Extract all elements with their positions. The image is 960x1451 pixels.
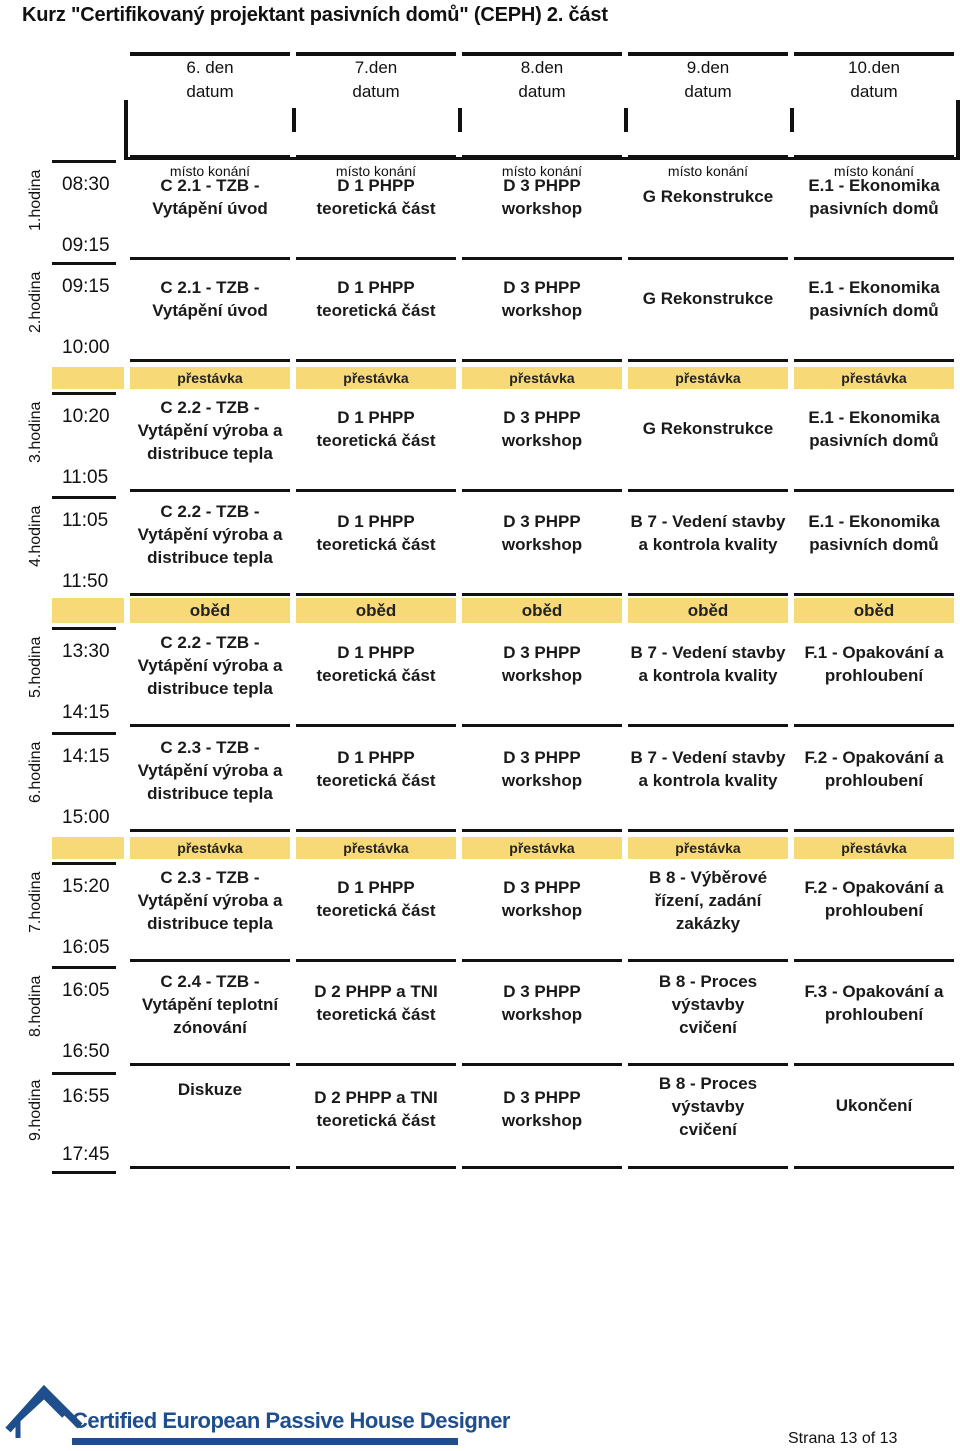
end-time: 16:50 <box>62 1041 110 1062</box>
header-top-rule <box>794 52 954 56</box>
schedule-cell: D 1 PHPP teoretická část <box>316 512 436 554</box>
short-break-label: přestávka <box>628 837 788 859</box>
schedule-cell: B 7 - Vedení stavby a kontrola kvality <box>630 512 786 554</box>
schedule-cell: E.1 - Ekonomika pasivních domů <box>808 176 940 218</box>
schedule-cell: C 2.2 - TZB - Vytápění výroba a distribuce tepla <box>137 633 283 698</box>
cell-bottom-rule <box>462 359 622 362</box>
cell-bottom-rule <box>462 1166 622 1169</box>
page-number: Strana 13 of 13 <box>788 1430 898 1447</box>
time-rule <box>52 1171 116 1174</box>
cell-bottom-rule <box>794 829 954 832</box>
hour-label: 6.hodina <box>27 741 44 803</box>
cell-bottom-rule <box>628 959 788 962</box>
cell-bottom-rule <box>628 257 788 260</box>
break-bar-timecol <box>52 598 124 623</box>
schedule-cell: E.1 - Ekonomika pasivních domů <box>808 278 940 320</box>
schedule-cell: F.2 - Opakování a prohloubení <box>804 748 944 790</box>
end-time: 14:15 <box>62 702 110 723</box>
start-time: 08:30 <box>62 174 110 195</box>
end-time: 16:05 <box>62 937 110 958</box>
schedule-cell: D 1 PHPP teoretická část <box>316 878 436 920</box>
cell-bottom-rule <box>296 1166 456 1169</box>
place-row-box <box>124 100 960 160</box>
cell-bottom-rule <box>794 1063 954 1066</box>
schedule-cell: D 3 PHPP workshop <box>501 982 583 1024</box>
start-time: 13:30 <box>62 641 110 662</box>
schedule-cell: C 2.1 - TZB - Vytápění úvod <box>152 176 268 218</box>
cell-bottom-rule <box>296 593 456 596</box>
schedule-cell: F.1 - Opakování a prohloubení <box>804 643 944 685</box>
end-time: 17:45 <box>62 1144 110 1165</box>
cell-bottom-rule <box>628 359 788 362</box>
schedule-cell: D 1 PHPP teoretická část <box>316 643 436 685</box>
schedule-cell: G Rekonstrukce <box>642 419 774 438</box>
schedule-cell: B 7 - Vedení stavby a kontrola kvality <box>630 643 786 685</box>
time-rule <box>52 392 116 395</box>
time-rule <box>52 160 116 163</box>
schedule-cell: C 2.4 - TZB - Vytápění teplotní zónování <box>141 972 279 1037</box>
place-label: místo konání <box>335 163 417 179</box>
logo-text: Certified European Passive House Designer <box>72 1408 510 1433</box>
time-rule <box>52 1072 116 1075</box>
cell-bottom-rule <box>296 489 456 492</box>
day-label: 10.den <box>848 58 900 77</box>
cell-bottom-rule <box>130 1166 290 1169</box>
cell-bottom-rule <box>130 829 290 832</box>
place-label: místo konání <box>169 163 251 179</box>
day-label: 7.den <box>354 58 398 77</box>
hour-label: 3.hodina <box>27 401 44 463</box>
break-bar-timecol <box>52 837 124 859</box>
end-time: 09:15 <box>62 235 110 256</box>
short-break-label: přestávka <box>130 837 290 859</box>
cell-bottom-rule <box>130 593 290 596</box>
lunch-break-label: oběd <box>130 598 290 623</box>
schedule-cell: C 2.2 - TZB - Vytápění výroba a distribuce tepla <box>137 398 283 463</box>
cell-bottom-rule <box>462 959 622 962</box>
schedule-cell: B 8 - Proces výstavby cvičení <box>658 1074 758 1139</box>
schedule-cell: B 8 - Proces výstavby cvičení <box>658 972 758 1037</box>
time-rule <box>52 627 116 630</box>
schedule-cell: D 1 PHPP teoretická část <box>316 748 436 790</box>
cell-bottom-rule <box>794 724 954 727</box>
schedule-cell: D 3 PHPP workshop <box>501 1088 583 1130</box>
hour-label: 8.hodina <box>27 975 44 1037</box>
cell-bottom-rule <box>462 1063 622 1066</box>
page-title: Kurz "Certifikovaný projektant pasivních domů" (CEPH) 2. část <box>22 4 608 26</box>
schedule-cell: D 2 PHPP a TNI teoretická část <box>314 1088 438 1130</box>
cell-bottom-rule <box>296 1063 456 1066</box>
cell-bottom-rule <box>296 829 456 832</box>
hour-label: 1.hodina <box>27 169 44 231</box>
date-label: datum <box>352 82 400 101</box>
schedule-cell: Diskuze <box>177 1080 243 1099</box>
cell-bottom-rule <box>130 724 290 727</box>
start-time: 11:05 <box>62 510 109 531</box>
date-label: datum <box>684 82 732 101</box>
day-label: 6. den <box>186 58 234 77</box>
lunch-break-label: oběd <box>296 598 456 623</box>
schedule-cell: E.1 - Ekonomika pasivních domů <box>808 512 940 554</box>
date-label: datum <box>518 82 566 101</box>
cell-bottom-rule <box>628 489 788 492</box>
date-label: datum <box>850 82 898 101</box>
end-time: 11:50 <box>62 571 109 592</box>
short-break-label: přestávka <box>296 367 456 389</box>
day-label: 9.den <box>686 58 730 77</box>
logo-underline <box>72 1438 458 1445</box>
cell-bottom-rule <box>462 724 622 727</box>
short-break-label: přestávka <box>794 837 954 859</box>
hour-label: 2.hodina <box>27 271 44 333</box>
short-break-label: přestávka <box>462 367 622 389</box>
start-time: 16:05 <box>62 980 110 1001</box>
schedule-cell: D 3 PHPP workshop <box>501 278 583 320</box>
cell-bottom-rule <box>794 959 954 962</box>
schedule-cell: D 3 PHPP workshop <box>501 408 583 450</box>
cell-bottom-rule <box>462 593 622 596</box>
schedule-cell: G Rekonstrukce <box>642 187 774 206</box>
start-time: 15:20 <box>62 876 110 897</box>
hour-label: 9.hodina <box>27 1079 44 1141</box>
place-label: místo konání <box>501 163 583 179</box>
schedule-cell: D 1 PHPP teoretická část <box>316 278 436 320</box>
cell-bottom-rule <box>130 257 290 260</box>
hour-label: 7.hodina <box>27 871 44 933</box>
header-top-rule <box>296 52 456 56</box>
schedule-cell: D 3 PHPP workshop <box>501 748 583 790</box>
cell-bottom-rule <box>296 724 456 727</box>
cell-bottom-rule <box>130 489 290 492</box>
short-break-label: přestávka <box>462 837 622 859</box>
short-break-label: přestávka <box>794 367 954 389</box>
cell-bottom-rule <box>628 829 788 832</box>
cell-bottom-rule <box>794 1166 954 1169</box>
start-time: 09:15 <box>62 276 110 297</box>
day-label: 8.den <box>520 58 564 77</box>
end-time: 11:05 <box>62 467 109 488</box>
schedule-cell: F.3 - Opakování a prohloubení <box>804 982 944 1024</box>
cell-bottom-rule <box>296 257 456 260</box>
cell-bottom-rule <box>628 593 788 596</box>
cell-bottom-rule <box>794 359 954 362</box>
time-rule <box>52 496 116 499</box>
cell-bottom-rule <box>462 829 622 832</box>
schedule-cell: D 1 PHPP teoretická část <box>316 176 436 218</box>
cell-bottom-rule <box>130 1063 290 1066</box>
lunch-break-label: oběd <box>794 598 954 623</box>
end-time: 10:00 <box>62 337 110 358</box>
schedule-cell: G Rekonstrukce <box>642 289 774 308</box>
schedule-cell: D 3 PHPP workshop <box>501 512 583 554</box>
break-bar-timecol <box>52 367 124 389</box>
date-label: datum <box>186 82 234 101</box>
schedule-cell: Ukončení <box>835 1096 913 1115</box>
cell-bottom-rule <box>296 359 456 362</box>
cell-bottom-rule <box>130 959 290 962</box>
schedule-cell: D 3 PHPP workshop <box>501 643 583 685</box>
cell-bottom-rule <box>794 593 954 596</box>
short-break-label: přestávka <box>628 367 788 389</box>
cell-bottom-rule <box>628 724 788 727</box>
start-time: 16:55 <box>62 1086 110 1107</box>
schedule-cell: E.1 - Ekonomika pasivních domů <box>808 408 940 450</box>
time-rule <box>52 262 116 265</box>
place-label: místo konání <box>833 163 915 179</box>
schedule-cell: C 2.1 - TZB - Vytápění úvod <box>152 278 268 320</box>
schedule-cell: D 1 PHPP teoretická část <box>316 408 436 450</box>
end-time: 15:00 <box>62 807 110 828</box>
hour-label: 4.hodina <box>27 505 44 567</box>
cell-bottom-rule <box>794 489 954 492</box>
lunch-break-label: oběd <box>628 598 788 623</box>
cell-bottom-rule <box>462 489 622 492</box>
cell-bottom-rule <box>628 1166 788 1169</box>
header-top-rule <box>628 52 788 56</box>
start-time: 14:15 <box>62 746 110 767</box>
house-logo-icon <box>4 1368 459 1446</box>
cell-bottom-rule <box>462 257 622 260</box>
time-rule <box>52 966 116 969</box>
schedule-cell: B 7 - Vedení stavby a kontrola kvality <box>630 748 786 790</box>
place-label: místo konání <box>667 163 749 179</box>
cell-bottom-rule <box>794 257 954 260</box>
schedule-cell: C 2.2 - TZB - Vytápění výroba a distribuce tepla <box>137 502 283 567</box>
short-break-label: přestávka <box>130 367 290 389</box>
time-rule <box>52 732 116 735</box>
schedule-cell: F.2 - Opakování a prohloubení <box>804 878 944 920</box>
cell-bottom-rule <box>130 359 290 362</box>
cell-bottom-rule <box>628 1063 788 1066</box>
lunch-break-label: oběd <box>462 598 622 623</box>
header-top-rule <box>462 52 622 56</box>
cell-bottom-rule <box>296 959 456 962</box>
schedule-cell: C 2.3 - TZB - Vytápění výroba a distribuce tepla <box>137 868 283 933</box>
short-break-label: přestávka <box>296 837 456 859</box>
header-top-rule <box>130 52 290 56</box>
time-rule <box>52 862 116 865</box>
schedule-cell: D 3 PHPP workshop <box>501 878 583 920</box>
schedule-cell: B 8 - Výběrové řízení, zadání zakázky <box>648 868 768 933</box>
schedule-cell: C 2.3 - TZB - Vytápění výroba a distribuce tepla <box>137 738 283 803</box>
hour-label: 5.hodina <box>27 636 44 698</box>
start-time: 10:20 <box>62 406 110 427</box>
schedule-cell: D 2 PHPP a TNI teoretická část <box>314 982 438 1024</box>
schedule-cell: D 3 PHPP workshop <box>501 176 583 218</box>
